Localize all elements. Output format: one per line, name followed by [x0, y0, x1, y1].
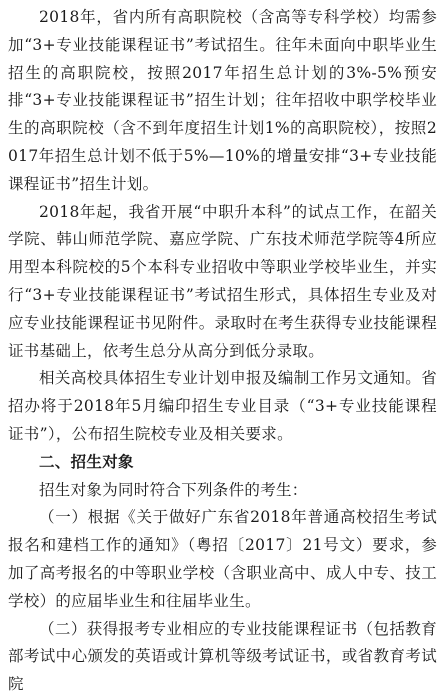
section-heading-enrollment-targets: 二、招生对象	[39, 452, 134, 471]
paragraph-plan-notice: 相关高校具体招生专业计划申报及编制工作另文通知。省招办将于2018年5月编印招生专业目录（“3+专业技能课程证书”），公布招生院校专业及相关要求。	[8, 369, 437, 443]
paragraph-pilot-program: 2018年起，我省开展“中职升本科”的试点工作，在韶关学院、韩山师范学院、嘉应学院、广东技术师范学院等4所应用型本科院校的5个本科专业招收中等职业学校毕业生，并实行“3+专业技能课程证书”考试招生形式，具体招生专业及对应专业技能课程证书见附件。录取时在考生获得专业技能课程证书基础上，依考生总分从高分到低分录取。	[8, 202, 437, 360]
paragraph-condition-one: （一）根据《关于做好广东省2018年普通高校招生考试报名和建档工作的通知》（粤招〔2017〕21号文）要求，参加了高考报名的中等职业学校（含职业高中、成人中专、技工学校）的应届毕业生和往届毕业生。	[8, 508, 437, 610]
paragraph-conditions-intro: 招生对象为同时符合下列条件的考生：	[39, 480, 308, 499]
paragraph-condition-two: （二）获得报考专业相应的专业技能课程证书（包括教育部考试中心颁发的英语或计算机等级考试证书，或省教育考试院	[8, 619, 437, 694]
paragraph-quota-2018: 2018年，省内所有高职院校（含高等专科学校）均需参加“3+专业技能课程证书”考试招生。往年未面向中职毕业生招生的高职院校，按照2017年招生总计划的3%-5%预安排“3+专业技能课程证书”招生计划；往年招收中职学校毕业生的高职院校（含不到年度招生计划1%的高职院校），按照2017年招生总计划不低于5%—10%的增量安排“3+专业技能课程证书”招生计划。	[8, 8, 437, 193]
